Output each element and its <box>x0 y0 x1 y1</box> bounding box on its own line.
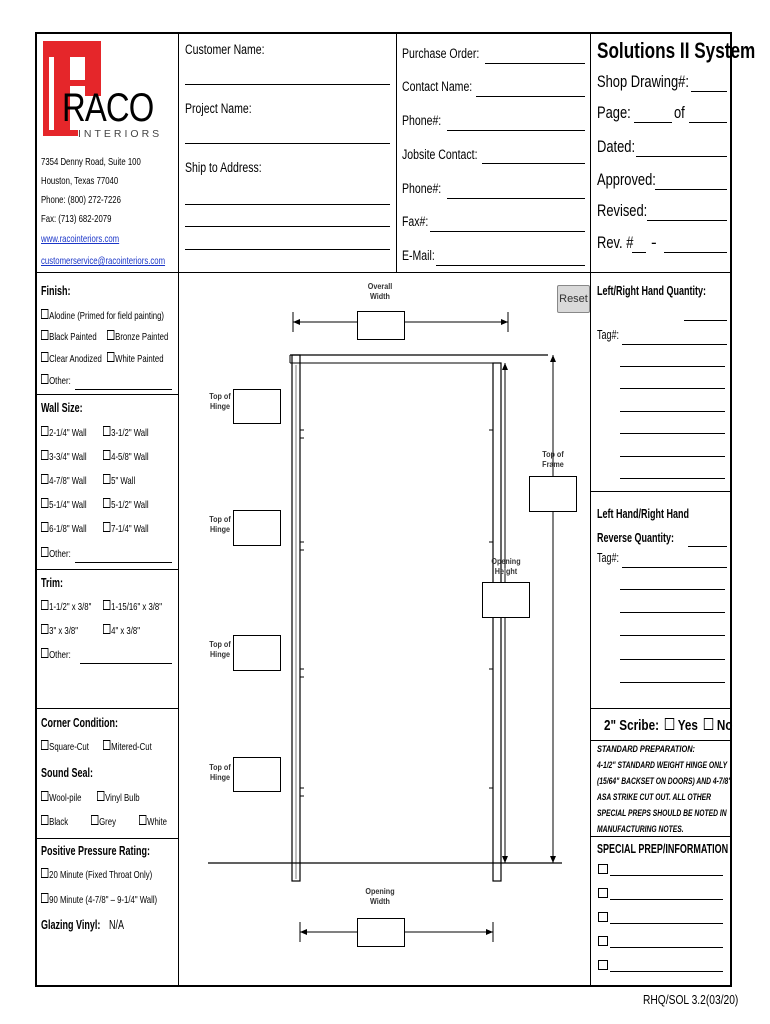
option-label: Alodine (Primed for field painting) <box>49 310 165 322</box>
checkbox[interactable] <box>41 547 48 557</box>
checkbox[interactable] <box>41 522 48 532</box>
divider <box>590 836 732 837</box>
shop-drawing-label: Shop Drawing#: <box>597 72 689 91</box>
option-label: Square-Cut <box>49 741 89 753</box>
contact-name-field[interactable] <box>476 96 585 97</box>
checkbox[interactable] <box>103 474 110 484</box>
opening-height-label: Opening Height <box>491 557 521 576</box>
checkbox[interactable] <box>41 815 48 825</box>
page-field[interactable] <box>634 122 672 123</box>
scribe-label: 2" Scribe: <box>604 717 659 734</box>
checkbox[interactable] <box>41 352 48 362</box>
divider <box>590 491 732 492</box>
checkbox[interactable] <box>139 815 146 825</box>
hinge2-label: Top of Hinge <box>209 515 231 534</box>
dated-label: Dated: <box>597 137 636 156</box>
phone2-label: Phone#: <box>402 181 442 196</box>
sound-white[interactable] <box>139 815 167 828</box>
wall-size-option[interactable] <box>103 426 149 439</box>
std-prep-line: MANUFACTURING NOTES. <box>597 824 684 834</box>
checkbox[interactable] <box>41 426 48 436</box>
scribe-yes-checkbox[interactable] <box>665 718 674 730</box>
lr-reverse-tag-line[interactable] <box>620 635 725 636</box>
option-label: 90 Minute (4-7/8" – 9-1/4" Wall) <box>49 894 158 906</box>
dated-field[interactable] <box>636 156 727 157</box>
wall-size-option[interactable] <box>103 498 149 511</box>
finish-white[interactable] <box>107 352 164 365</box>
lr-reverse-tag-line[interactable] <box>620 589 725 590</box>
page-of-field[interactable] <box>689 122 727 123</box>
checkbox[interactable] <box>103 522 110 532</box>
finish-other-field[interactable] <box>75 389 172 390</box>
option-label: White <box>147 816 168 828</box>
option-label: Black Painted <box>49 331 97 343</box>
option-label: 3-3/4" Wall <box>49 451 87 463</box>
wall-size-option[interactable] <box>41 522 87 535</box>
lr-tag-line[interactable] <box>620 388 725 389</box>
lr-reverse-subtitle: Reverse Quantity: <box>597 531 675 545</box>
std-prep-line: ASA STRIKE CUT OUT. ALL OTHER <box>597 792 711 802</box>
hinge3-label: Top of Hinge <box>209 640 231 659</box>
std-prep-title: STANDARD PREPARATION: <box>597 744 695 754</box>
lr-tag-line[interactable] <box>620 366 725 367</box>
reset-button[interactable]: Reset <box>557 285 590 313</box>
option-label: White Painted <box>115 353 164 365</box>
overall-width-input[interactable] <box>357 311 405 340</box>
lr-tag-line[interactable] <box>620 478 725 479</box>
hinge1-input[interactable] <box>233 389 281 424</box>
divider <box>396 32 397 272</box>
ship-to-field-2[interactable] <box>185 226 390 227</box>
customer-name-field[interactable] <box>185 84 390 85</box>
checkbox[interactable] <box>103 600 110 610</box>
option-label: 7-1/4" Wall <box>111 523 149 535</box>
wall-size-option[interactable] <box>103 450 149 463</box>
option-label: Grey <box>99 816 116 828</box>
finish-title: Finish: <box>41 284 71 298</box>
lr-tag-line[interactable] <box>620 411 725 412</box>
company-fax: Fax: (713) 682-2079 <box>41 213 112 225</box>
sound-wool[interactable] <box>41 791 81 804</box>
fax-label: Fax#: <box>402 214 429 229</box>
checkbox[interactable] <box>91 815 98 825</box>
pressure-20[interactable] <box>41 868 152 881</box>
fax-field[interactable] <box>430 231 585 232</box>
email-field[interactable] <box>436 265 585 266</box>
std-prep-line: (15/64" BACKSET ON DOORS) AND 4-7/8" <box>597 776 732 786</box>
wall-size-title: Wall Size: <box>41 401 83 415</box>
option-label: 5-1/4" Wall <box>49 499 87 511</box>
ship-to-label: Ship to Address: <box>185 160 262 175</box>
wall-other-field[interactable] <box>75 562 172 563</box>
top-of-frame-input[interactable] <box>529 476 577 512</box>
opening-height-input[interactable] <box>482 582 530 618</box>
lr-reverse-tag-label: Tag#: <box>597 551 620 565</box>
checkbox[interactable] <box>41 474 48 484</box>
option-label: 20 Minute (Fixed Throat Only) <box>49 869 153 881</box>
rev-dash: - <box>651 233 657 252</box>
option-label: 4-7/8" Wall <box>49 475 87 487</box>
footer-code: RHQ/SOL 3.2(03/20) <box>643 993 739 1007</box>
trim-option[interactable] <box>103 600 162 613</box>
checkbox[interactable] <box>41 868 48 878</box>
special-prep-checkbox[interactable] <box>598 936 608 946</box>
checkbox[interactable] <box>41 498 48 508</box>
sound-vinyl[interactable] <box>97 791 140 804</box>
divider <box>590 32 591 987</box>
approved-field[interactable] <box>655 189 727 190</box>
special-prep-checkbox[interactable] <box>598 888 608 898</box>
scribe-row <box>604 717 733 734</box>
option-label: Mitered-Cut <box>111 741 152 753</box>
divider <box>35 394 178 395</box>
sound-black[interactable] <box>41 815 68 828</box>
lr-tag-line[interactable] <box>620 433 725 434</box>
checkbox[interactable] <box>41 624 48 634</box>
lr-tag-label: Tag#: <box>597 328 620 342</box>
option-label: 5" Wall <box>111 475 136 487</box>
special-prep-field[interactable] <box>610 899 723 900</box>
special-prep-field[interactable] <box>610 923 723 924</box>
customer-name-label: Customer Name: <box>185 42 265 57</box>
logo-subtext: INTERIORS <box>78 128 163 140</box>
option-label: Black <box>49 816 69 828</box>
glazing-value: N/A <box>109 918 125 932</box>
finish-other[interactable] <box>41 374 71 387</box>
option-label: 1-1/2" x 3/8" <box>49 601 92 613</box>
project-name-field[interactable] <box>185 143 390 144</box>
corner-square[interactable] <box>41 740 89 753</box>
option-label: 6-1/8" Wall <box>49 523 87 535</box>
checkbox[interactable] <box>41 648 48 658</box>
option-label: 2-1/4" Wall <box>49 427 87 439</box>
checkbox[interactable] <box>103 624 110 634</box>
lr-reverse-tag-line[interactable] <box>620 659 725 660</box>
checkbox[interactable] <box>41 791 48 801</box>
wall-other[interactable] <box>41 547 71 560</box>
trim-other-field[interactable] <box>80 663 172 664</box>
divider <box>590 740 732 741</box>
checkbox[interactable] <box>41 600 48 610</box>
trim-other[interactable] <box>41 648 71 661</box>
lr-tag-field[interactable] <box>622 344 727 345</box>
trim-option[interactable] <box>41 624 78 637</box>
option-label: Other: <box>49 548 71 560</box>
purchase-order-label: Purchase Order: <box>402 46 480 61</box>
special-prep-title: SPECIAL PREP/INFORMATION <box>597 842 729 856</box>
checkbox[interactable] <box>103 740 110 750</box>
std-prep-line: 4-1/2" STANDARD WEIGHT HINGE ONLY <box>597 760 728 770</box>
wall-size-option[interactable] <box>41 474 87 487</box>
finish-alodine[interactable] <box>41 309 164 322</box>
divider <box>35 838 178 839</box>
checkbox[interactable] <box>41 450 48 460</box>
option-label: 3-1/2" Wall <box>111 427 149 439</box>
lr-reverse-tag-line[interactable] <box>620 682 725 683</box>
checkbox[interactable] <box>103 450 110 460</box>
wall-size-option[interactable] <box>103 474 135 487</box>
hinge4-input[interactable] <box>233 757 281 792</box>
divider <box>590 708 732 709</box>
contact-name-label: Contact Name: <box>402 79 473 94</box>
trim-title: Trim: <box>41 576 64 590</box>
wall-size-option[interactable] <box>41 450 87 463</box>
top-of-frame-label: Top of Frame <box>542 450 564 469</box>
purchase-order-field[interactable] <box>485 63 585 64</box>
corner-mitered[interactable] <box>103 740 152 753</box>
lr-reverse-qty-field[interactable] <box>688 546 727 547</box>
option-label: Clear Anodized <box>49 353 102 365</box>
website-link[interactable]: www.racointeriors.com <box>41 233 120 245</box>
lr-reverse-tag-line[interactable] <box>620 612 725 613</box>
option-label: Other: <box>49 649 71 661</box>
rev-sub-field[interactable] <box>664 252 727 253</box>
phone-label: Phone#: <box>402 113 442 128</box>
scribe-no-label: No <box>716 717 733 734</box>
divider <box>35 708 178 709</box>
option-label: Other: <box>49 375 71 387</box>
checkbox[interactable] <box>97 791 104 801</box>
hinge1-label: Top of Hinge <box>209 392 231 411</box>
scribe-yes-label: Yes <box>677 717 698 734</box>
sound-grey[interactable] <box>91 815 116 828</box>
special-prep-checkbox[interactable] <box>598 960 608 970</box>
checkbox[interactable] <box>41 374 48 384</box>
checkbox[interactable] <box>107 352 114 362</box>
system-title: Solutions II System <box>597 38 756 63</box>
email-label: E-Mail: <box>402 248 435 263</box>
jobsite-contact-field[interactable] <box>482 163 585 164</box>
revised-label: Revised: <box>597 201 648 220</box>
wall-size-option[interactable] <box>103 522 149 535</box>
company-address2: Houston, Texas 77040 <box>41 175 119 187</box>
hinge2-input[interactable] <box>233 510 281 546</box>
of-label: of <box>674 103 685 122</box>
checkbox[interactable] <box>107 330 114 340</box>
checkbox[interactable] <box>103 498 110 508</box>
opening-width-label: Opening Width <box>365 887 395 906</box>
hinge3-input[interactable] <box>233 635 281 671</box>
special-prep-field[interactable] <box>610 971 723 972</box>
option-label: Bronze Painted <box>115 331 169 343</box>
shop-drawing-field[interactable] <box>691 91 727 92</box>
finish-clear[interactable] <box>41 352 102 365</box>
wall-size-option[interactable] <box>41 426 87 439</box>
corner-title: Corner Condition: <box>41 716 118 730</box>
scribe-no-checkbox[interactable] <box>704 718 713 730</box>
special-prep-field[interactable] <box>610 875 723 876</box>
pressure-90[interactable] <box>41 893 157 906</box>
divider <box>35 569 178 570</box>
wall-size-option[interactable] <box>41 498 87 511</box>
jobsite-contact-label: Jobsite Contact: <box>402 147 478 162</box>
rev-field[interactable] <box>632 252 646 253</box>
trim-option[interactable] <box>41 600 91 613</box>
rev-label: Rev. # <box>597 233 634 252</box>
special-prep-field[interactable] <box>610 947 723 948</box>
company-address1: 7354 Denny Road, Suite 100 <box>41 156 141 168</box>
page-label: Page: <box>597 103 631 122</box>
option-label: 4" x 3/8" <box>111 625 140 637</box>
checkbox[interactable] <box>41 309 48 319</box>
company-phone: Phone: (800) 272-7226 <box>41 194 121 206</box>
phone2-field[interactable] <box>447 198 585 199</box>
finish-bronze[interactable] <box>107 330 168 343</box>
option-label: 4-5/8" Wall <box>111 451 149 463</box>
project-name-label: Project Name: <box>185 101 252 116</box>
lr-reverse-tag-field[interactable] <box>622 567 727 568</box>
special-prep-checkbox[interactable] <box>598 864 608 874</box>
option-label: 1-15/16" x 3/8" <box>111 601 163 613</box>
approved-label: Approved: <box>597 170 656 189</box>
glazing-label: Glazing Vinyl: <box>41 918 101 932</box>
phone-field[interactable] <box>447 130 585 131</box>
overall-width-label: Overall Width <box>367 282 393 301</box>
sound-title: Sound Seal: <box>41 766 94 780</box>
email-link[interactable]: customerservice@racointeriors.com <box>41 255 166 267</box>
pressure-title: Positive Pressure Rating: <box>41 844 151 858</box>
lr-quantity-field[interactable] <box>684 320 727 321</box>
option-label: Vinyl Bulb <box>105 792 140 804</box>
logo-text: RACO <box>62 86 154 130</box>
frame-drawing <box>180 274 588 984</box>
lr-quantity-title: Left/Right Hand Quantity: <box>597 284 706 298</box>
ship-to-field-3[interactable] <box>185 249 390 250</box>
special-prep-checkbox[interactable] <box>598 912 608 922</box>
checkbox[interactable] <box>41 893 48 903</box>
divider <box>35 272 732 273</box>
checkbox[interactable] <box>41 740 48 750</box>
option-label: 5-1/2" Wall <box>111 499 149 511</box>
divider <box>178 32 179 987</box>
option-label: Wool-pile <box>49 792 82 804</box>
finish-black[interactable] <box>41 330 97 343</box>
lr-tag-line[interactable] <box>620 456 725 457</box>
checkbox[interactable] <box>41 330 48 340</box>
revised-field[interactable] <box>647 220 727 221</box>
std-prep-line: SPECIAL PREPS SHOULD BE NOTED IN <box>597 808 727 818</box>
ship-to-field-1[interactable] <box>185 204 390 205</box>
trim-option[interactable] <box>103 624 140 637</box>
opening-width-input[interactable] <box>357 918 405 947</box>
checkbox[interactable] <box>103 426 110 436</box>
option-label: 3" x 3/8" <box>49 625 78 637</box>
hinge4-label: Top of Hinge <box>209 763 231 782</box>
lr-reverse-title: Left Hand/Right Hand <box>597 507 689 521</box>
